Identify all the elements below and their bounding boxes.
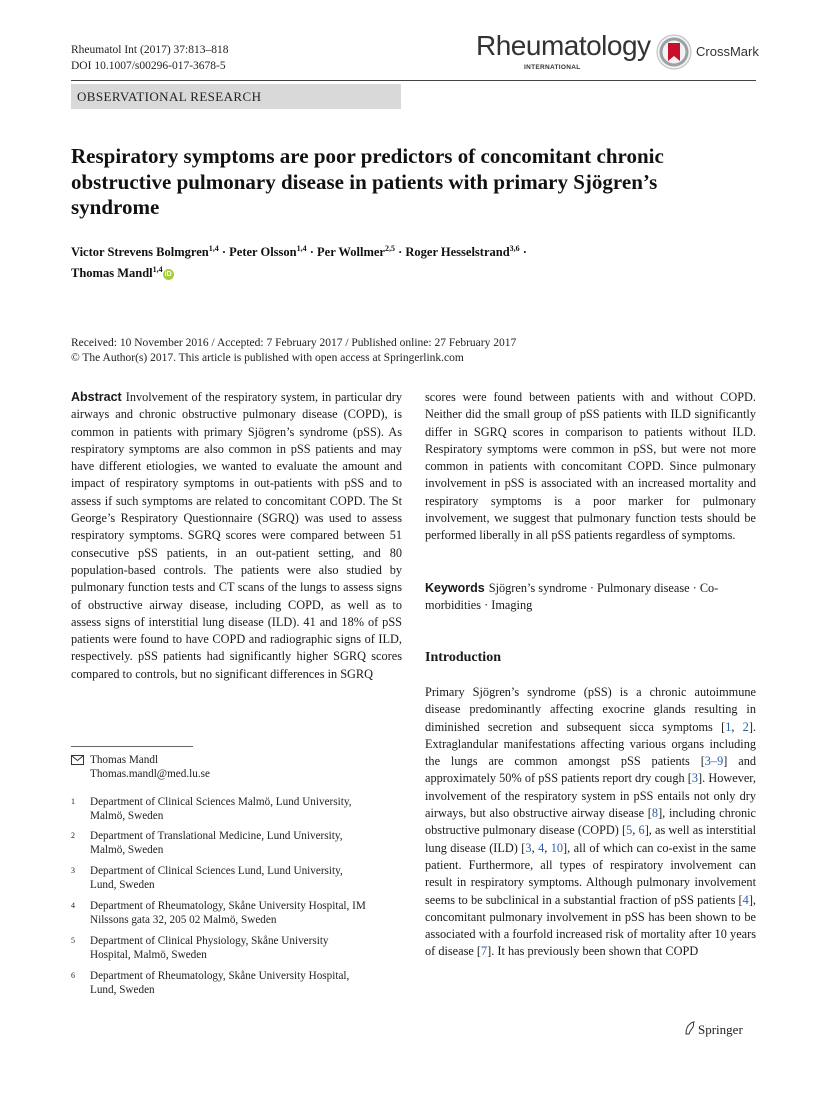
author-affiliation: 3,6 [509,244,520,253]
journal-logo[interactable]: Rheumatology [476,30,651,61]
affiliation-2 [71,829,401,857]
crossmark-icon[interactable] [656,34,692,70]
affiliation-line: Malmö, Sweden [90,810,164,822]
corresponding-author [90,753,210,781]
author-affiliation: 1,4 [296,244,307,253]
affiliation-line: Department of Clinical Sciences Lund, Lund University, [90,865,343,877]
citation-link[interactable]: 5 [626,823,633,838]
affiliation-number: 1 [71,797,75,806]
author-affiliation: 1,4 [152,265,163,275]
author-name[interactable]: Roger Hesselstrand [405,245,510,260]
introduction-text: , [531,840,539,855]
author-separator: · [394,245,406,260]
journal-logo-subtitle: INTERNATIONAL [524,64,581,71]
citation-link[interactable]: 4 [538,840,545,855]
author-separator: · [519,245,527,260]
citation-link[interactable]: 6 [638,823,645,838]
introduction-text: , [632,823,639,838]
affiliation-line: Department of Clinical Physiology, Skåne University [90,935,329,947]
publication-dates [71,336,516,366]
author-separator: · [218,245,230,260]
affiliation-line: Lund, Sweden [90,984,155,996]
affiliation-line: Department of Translational Medicine, Lund University, [90,830,343,842]
affiliation-line: Department of Clinical Sciences Malmö, Lund University, [90,796,352,808]
affiliation-line: Malmö, Sweden [90,844,164,856]
affiliation-line: Department of Rheumatology, Skåne University Hospital, IM [90,900,366,912]
author-name[interactable]: Per Wollmer [317,245,385,260]
affiliation-number: 6 [71,971,75,980]
citation-link[interactable]: 4 [742,892,749,907]
affiliation-line: Department of Rheumatology, Skåne University Hospital, [90,970,350,982]
citation-link[interactable]: 2 [742,719,749,734]
introduction-text: , [731,719,743,734]
orcid-icon[interactable]: iD [164,271,172,279]
envelope-icon [71,755,84,765]
citation-link[interactable]: 3 [525,840,532,855]
introduction-text: ]. However, involvement of the respiratory system in pSS entails not only dry airways, but also obstructive airway disease [ [425,771,756,821]
affiliation-line: Hospital, Malmö, Sweden [90,949,207,961]
affiliation-line: Lund, Sweden [90,879,155,891]
keywords-label: Keywords [425,581,485,595]
introduction-heading: Introduction [425,650,501,665]
author-name[interactable]: Peter Olsson [229,245,297,260]
author-affiliation: 2,5 [384,244,395,253]
springer-horse-icon [684,1021,696,1035]
citation: Rheumatol Int (2017) 37:813–818 [71,44,229,56]
introduction-text: , [544,840,551,855]
introduction-text: ], including chronic obstructive pulmonary disease (COPD) [ [425,806,757,838]
affiliation-number: 5 [71,936,75,945]
affiliation-line: Nilssons gata 32, 205 02 Malmö, Sweden [90,914,277,926]
introduction-text: ]. Extraglandular manifestations affecting various organs including the lungs are common amongst pSS patients [ [425,719,756,769]
introduction-text: ], as well as interstitial lung disease (ILD) [ [425,823,756,855]
introduction-text: Primary Sjögren’s syndrome (pSS) is a chronic autoimmune disease predominantly affecting exocrine glands resulting in diminished secretion and subsequent sicca symptoms [ [425,685,756,734]
citation-link[interactable]: 1 [725,719,732,734]
author-list [71,240,671,282]
corresponding-email[interactable]: Thomas.mandl@med.lu.se [90,768,210,780]
affiliation-3 [71,864,401,892]
introduction-text: ], concomitant pulmonary involvement in pSS has been shown to be associated with a fourfold increased risk of mortality after 10 years of disease [ [425,892,756,959]
doi[interactable]: DOI 10.1007/s00296-017-3678-5 [71,60,226,72]
affiliation-number: 3 [71,866,75,875]
citation-link[interactable]: 7 [481,944,488,959]
keywords [425,580,756,615]
footnote-rule [71,746,193,747]
abstract-label: Abstract [71,390,122,404]
citation-link[interactable]: 8 [651,806,659,821]
history-dates: Received: 10 November 2016 / Accepted: 7 February 2017 / Published online: 27 February 2017 [71,337,517,349]
citation-link[interactable]: 3–9 [704,754,724,769]
publisher-logo: Springer [698,1022,743,1037]
introduction-paragraph [425,684,756,961]
crossmark-label[interactable]: CrossMark [696,44,759,59]
corresponding-name: Thomas Mandl [90,754,159,766]
author-affiliation: 1,4 [208,244,219,253]
introduction-text: ]. It has previously been shown that COPD [487,944,699,959]
affiliation-number: 2 [71,831,75,840]
affiliation-1 [71,795,401,822]
citation-link[interactable]: 3 [691,771,699,786]
copyright-line: © The Author(s) 2017. This article is published with open access at Springerlink.com [71,352,464,364]
author-separator: · [306,245,318,260]
affiliation-4 [71,899,401,927]
affiliation-number: 4 [71,901,75,910]
introduction-text: ] and approximately 50% of pSS patients report dry cough [ [425,754,756,786]
abstract-text: Involvement of the respiratory system, in particular dry airways and chronic obstructive pulmonary disease (COPD), is common in patients with primary Sjögren’s syndrome (pSS). As respiratory symptoms are also common in pSS patients and may have different etiologies, we wanted to evaluate the amount and impact of respiratory symptoms in out-patients with pSS and to assess if such symptoms are related to concomitant COPD. The St George’s Respiratory Questionnaire (SGRQ) was used to assess respiratory symptoms. SGRQ scores were compared between 51 consecutive pSS patients, in an out-patient setting, and 80 population-based controls. The patients were also studied by pulmonary function tests and CT scans of the lungs to assess signs of obstructive airway disease, including COPD, as well as to assess signs of interstitial lung disease (ILD). 41 and 18% of pSS patients were found to have COPD and radiographic signs of ILD, respectively. pSS patients had significantly higher SGRQ scores compared to controls, but no significant differences in SGRQ [71,390,402,681]
affiliation-5 [71,934,401,962]
abstract-left [71,389,402,683]
abstract-right [425,389,756,545]
citation-link[interactable]: 10 [550,840,564,855]
header-rule [71,80,756,81]
author-name[interactable]: Victor Strevens Bolmgren [71,245,209,260]
affiliation-6 [71,969,401,997]
abstract-continued: scores were found between patients with and without COPD. Neither did the small group of pSS patients with ILD significantly differ in SGRQ scores in comparison to patients without ILD. Respiratory symptoms were common in pSS, but were not more common in patients with concomitant COPD. Since pulmonary involvement in pSS is associated with an increased mortality and respiratory symptoms is a poor marker for pulmonary involvement, we suggest that pulmonary function tests should be performed liberally in all pSS patients regardless of symptoms. [425,390,756,543]
introduction-text: ], all of which can co-exist in the same patient. Furthermore, all types of respiratory involvement can result in respiratory symptoms. Although pulmonary involvement seems to be subclinical in a substantial fraction of pSS patients [ [425,840,756,907]
section-band: OBSERVATIONAL RESEARCH [71,84,401,109]
introduction-body [425,684,756,961]
article-title: Respiratory symptoms are poor predictors of concomitant chronic obstructive pulmonary disease in patients with primary Sjögren’s syndrome [71,144,664,219]
author-name[interactable]: Thomas Mandl [71,266,153,281]
keywords-text: Sjögren’s syndrome · Pulmonary disease · Co-morbidities · Imaging [425,581,719,613]
